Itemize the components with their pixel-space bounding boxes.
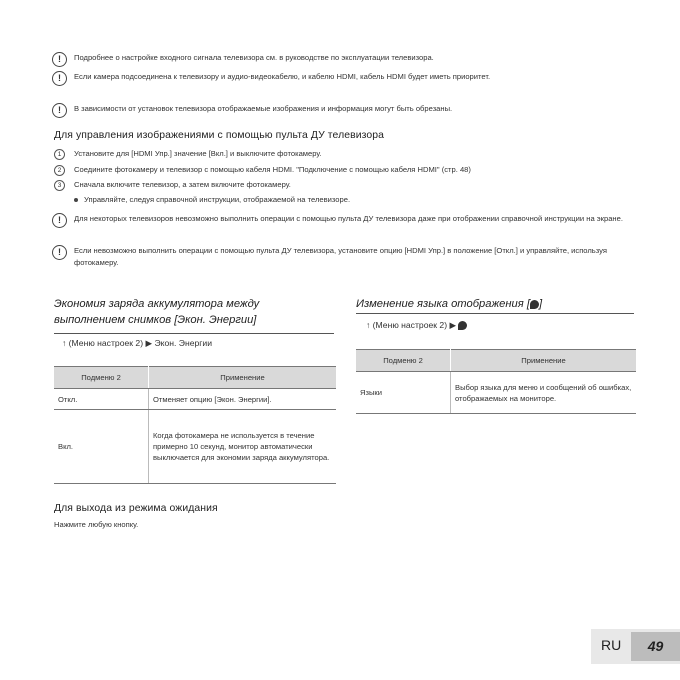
- language-section-title: [356, 296, 636, 312]
- step-number: 3: [54, 180, 65, 191]
- step-text: Соедините фотокамеру и телевизор с помощью кабеля HDMI. "Подключение с помощью кабеля HDMI" (стр. 48): [74, 165, 471, 174]
- menu-icon: ↑: [62, 338, 67, 348]
- remote-section-title: Для управления изображениями с помощью пульта ДУ телевизора: [54, 130, 385, 141]
- language-title-text: Изменение языка отображения [: [356, 298, 530, 310]
- table-cell: Языки: [356, 372, 451, 414]
- battery-section-title: [54, 296, 344, 328]
- note-text: Для некоторых телевизоров невозможно выполнить операции с помощью пульта ДУ телевизора даже при отображении справочной инструкции на экране.: [74, 214, 623, 223]
- table-row: [356, 372, 636, 414]
- language-icon: [530, 300, 539, 309]
- standby-text: Нажмите любую кнопку.: [54, 520, 139, 529]
- remote-step: [54, 164, 634, 176]
- language-menu-path: ↑ (Меню настроек 2) ▶: [366, 320, 467, 331]
- language-menu-name: Меню настроек 2: [375, 320, 445, 330]
- language-icon: [458, 321, 467, 330]
- table-row: [54, 410, 336, 484]
- table-header: Применение: [451, 350, 637, 372]
- note-text: Если невозможно выполнить операции с помощью пульта ДУ телевизора, установите опцию [HDMI Упр.] в положение [Откл.] и управляйте, используя фотокамеру.: [74, 246, 607, 267]
- step-number: 1: [54, 149, 65, 160]
- note-icon: !: [52, 213, 67, 228]
- step-number: 2: [54, 165, 65, 176]
- remote-step: [54, 148, 634, 160]
- note-hdmi-priority: [52, 71, 632, 86]
- language-table: [356, 349, 636, 414]
- arrow-right-icon: ▶: [449, 320, 457, 330]
- table-cell: Когда фотокамера не используется в течение примерно 10 секунд, монитор автоматически выключается для экономии заряда аккумулятора.: [149, 410, 337, 484]
- standby-section-title: Для выхода из режима ожидания: [54, 503, 218, 514]
- battery-menu-name: Меню настроек 2: [71, 338, 141, 348]
- language-title-rule: [356, 313, 634, 314]
- table-cell: Откл.: [54, 389, 149, 410]
- bullet-text: Управляйте, следуя справочной инструкции, отображаемой на телевизоре.: [84, 195, 351, 204]
- remote-bullet: [74, 194, 350, 206]
- table-cell: Вкл.: [54, 410, 149, 484]
- battery-table: [54, 366, 336, 484]
- remote-step: [54, 179, 634, 191]
- arrow-right-icon: ▶: [145, 338, 153, 348]
- page-badge: [591, 629, 680, 664]
- language-code: RU: [601, 637, 622, 653]
- bullet-dot: [74, 198, 78, 202]
- note-text: В зависимости от установок телевизора отображаемые изображения и информация могут быть обрезаны.: [74, 104, 453, 113]
- battery-menu-target: Экон. Энергии: [154, 338, 212, 348]
- note-text: Подробнее о настройке входного сигнала телевизора см. в руководстве по эксплуатации телевизора.: [74, 53, 434, 62]
- table-header: Подменю 2: [54, 367, 149, 389]
- battery-title-line2: выполнением снимков [Экон. Энергии]: [54, 314, 257, 326]
- battery-menu-path: ↑ (Меню настроек 2) ▶ Экон. Энергии: [62, 338, 212, 348]
- language-title-end: ]: [538, 298, 543, 310]
- table-header: Применение: [149, 367, 337, 389]
- battery-title-line1: Экономия заряда аккумулятора между: [54, 298, 260, 310]
- note-remote-unsupported: [52, 213, 632, 228]
- note-icon: !: [52, 103, 67, 118]
- note-remote-disable: [52, 245, 632, 269]
- note-icon: !: [52, 52, 67, 67]
- step-text: Сначала включите телевизор, а затем включите фотокамеру.: [74, 180, 291, 189]
- note-hdmi-input: [52, 52, 632, 67]
- table-cell: Выбор языка для меню и сообщений об ошибках, отображаемых на мониторе.: [451, 372, 637, 414]
- battery-title-rule: [54, 333, 334, 334]
- note-crop: [52, 103, 632, 118]
- step-text: Установите для [HDMI Упр.] значение [Вкл.] и выключите фотокамеру.: [74, 149, 322, 158]
- note-icon: !: [52, 245, 67, 260]
- table-cell: Отменяет опцию [Экон. Энергии].: [149, 389, 337, 410]
- note-icon: !: [52, 71, 67, 86]
- menu-icon: ↑: [366, 320, 371, 330]
- table-row: [54, 389, 336, 410]
- note-text: Если камера подсоединена к телевизору и аудио-видеокабелю, и кабелю HDMI, кабель HDMI будет иметь приоритет.: [74, 72, 491, 81]
- table-header: Подменю 2: [356, 350, 451, 372]
- page-number: 49: [631, 632, 680, 661]
